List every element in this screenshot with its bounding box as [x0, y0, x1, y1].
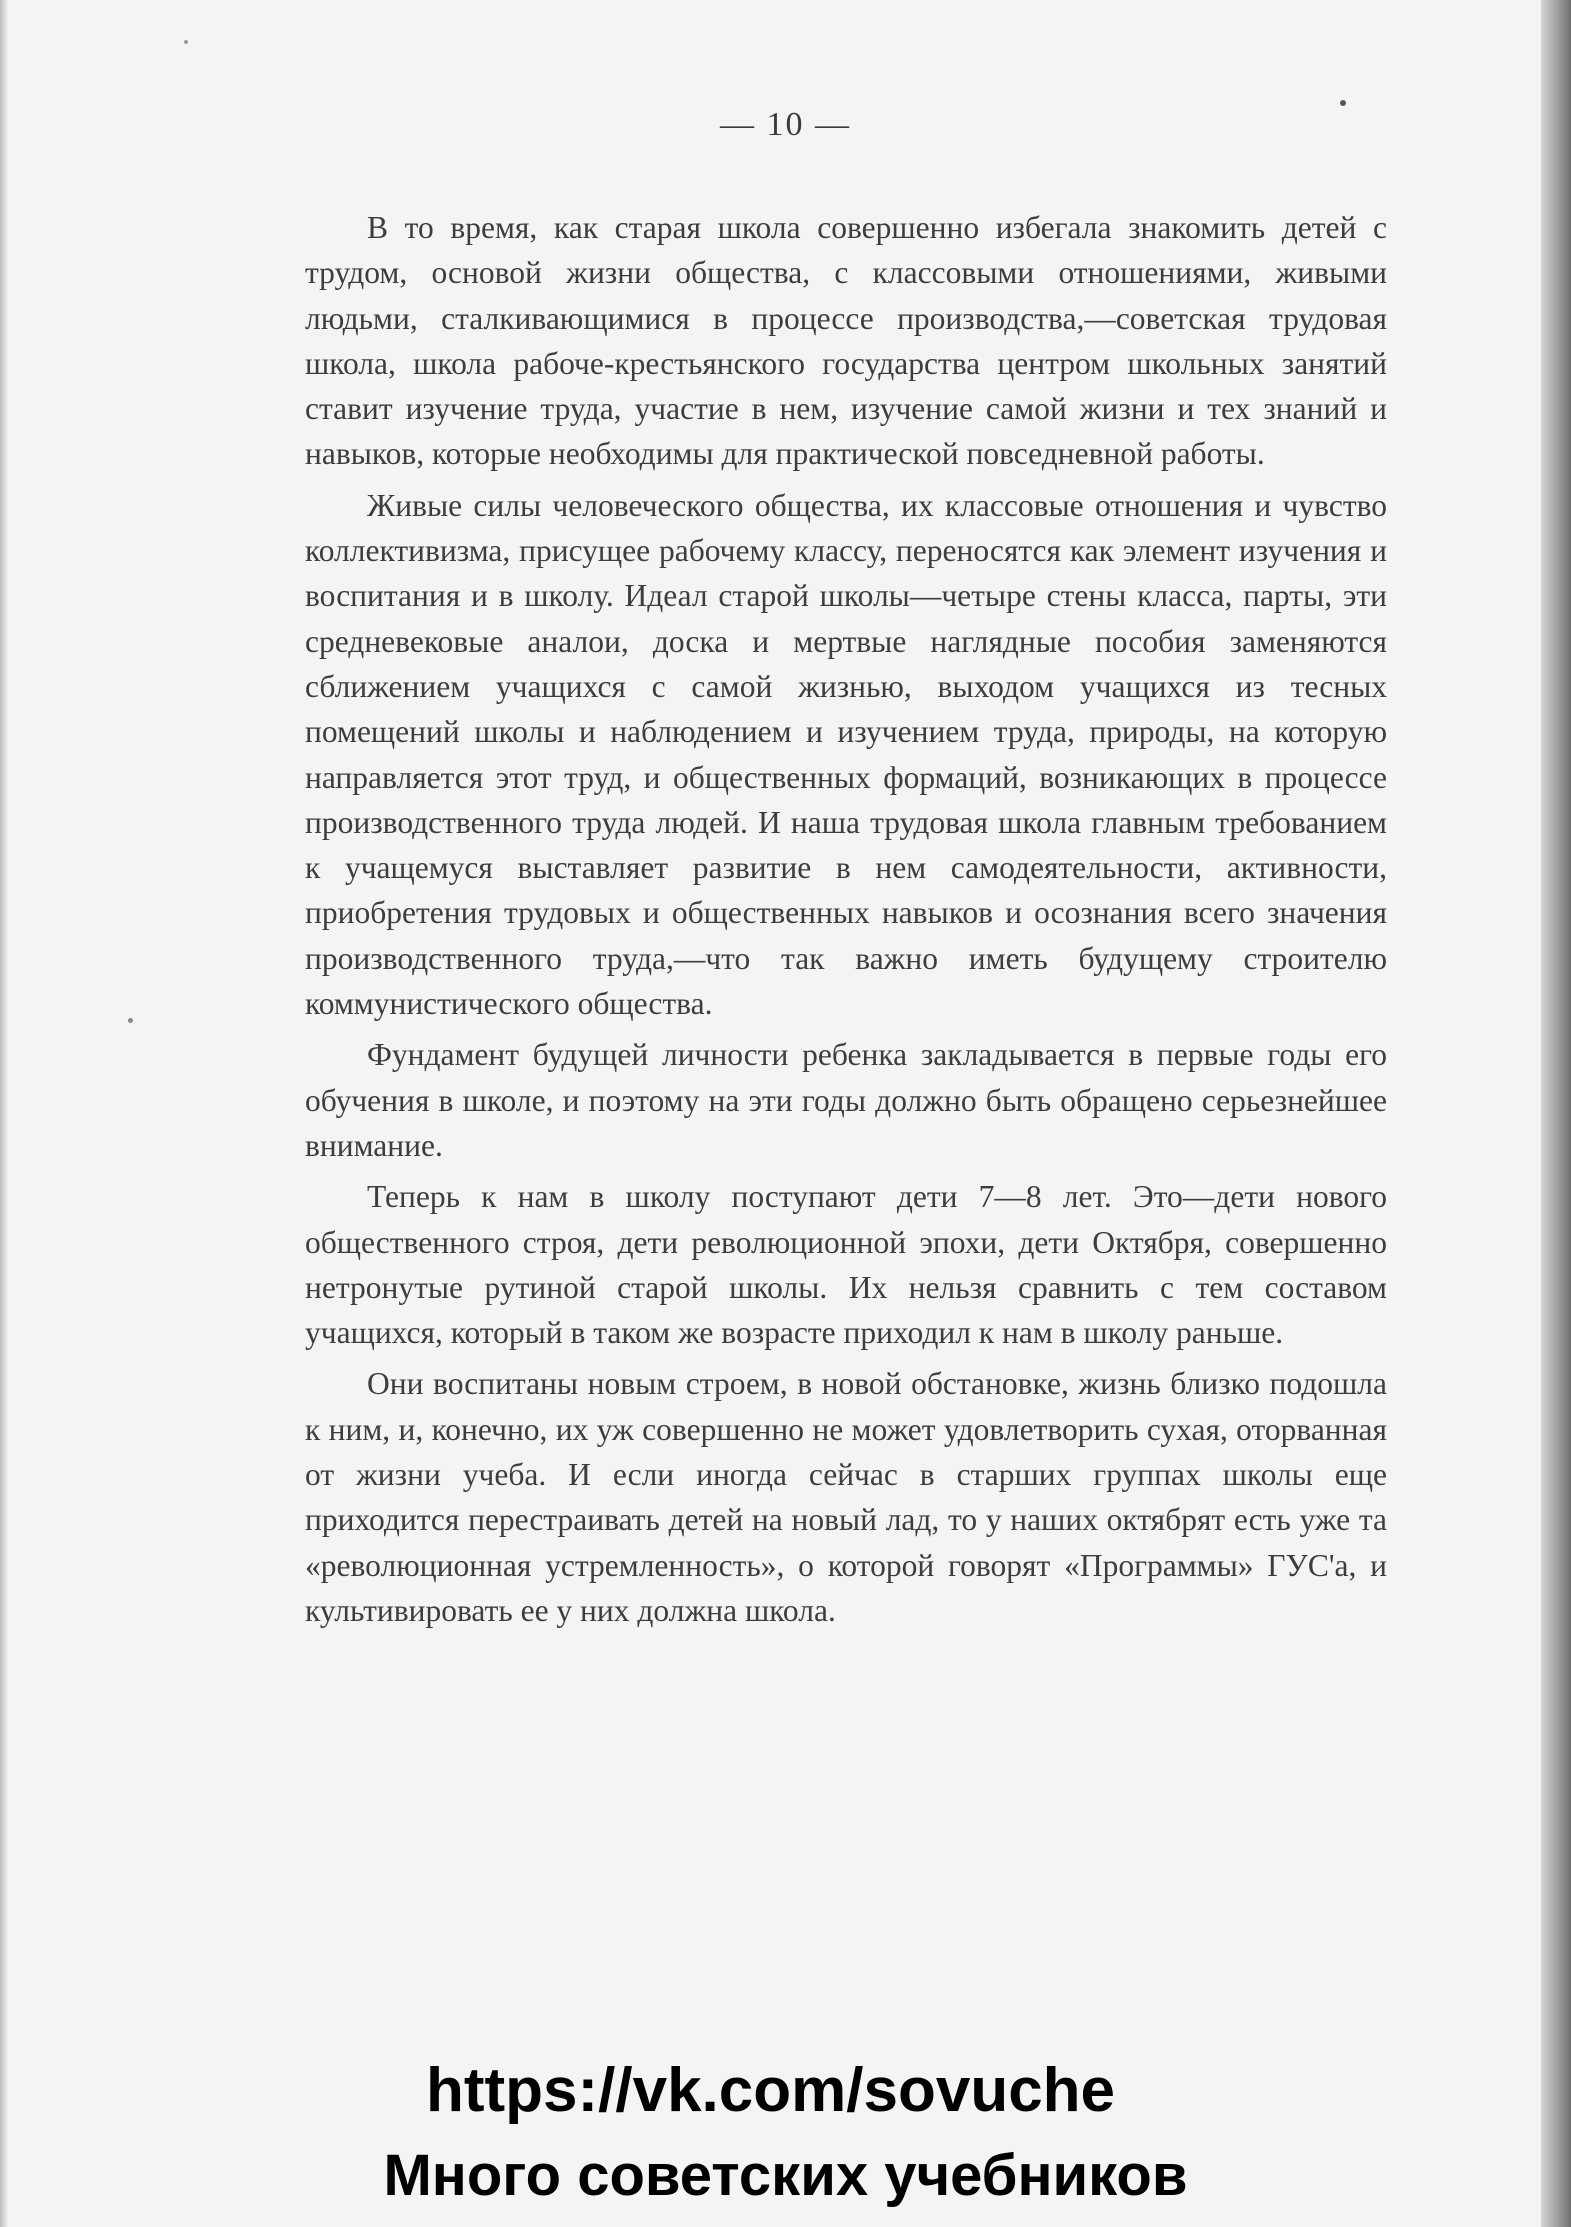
page-number: — 10 — [720, 106, 851, 143]
scan-speck [128, 1018, 133, 1023]
watermark-url: https://vk.com/sovuche [425, 2056, 1116, 2125]
body-text [305, 205, 1387, 1639]
paragraph: В то время, как старая школа совершенно избегала знакомить детей с трудом, основой жизни общества, с классовыми отношениями, живыми людьми, сталкивающимися в процессе производства,—советская трудовая школа, школа рабоче-крестьянского государства центром школьных занятий ставит изучение труда, участие в нем, изучение самой жизни и тех знаний и навыков, которые необходимы для практической повседневной работы. [305, 210, 1387, 472]
paragraph: Живые силы человеческого общества, их классовые отношения и чувство коллективизма, присущее рабочему классу, переносятся как элемент изучения и воспитания и в школу. Идеал старой школы—четыре стены класса, парты, эти средневековые аналои, доска и мертвые наглядные пособия заменяются сближением учащихся с самой жизнью, выходом учащихся из тесных помещений школы и наблюдением и изучением труда, природы, на которую направляется этот труд, и общественных формаций, возникающих в процессе производственного труда людей. И наша трудовая школа главным требованием к учащемуся выставляет развитие в нем самодеятельности, активности, приобретения трудовых и общественных навыков и осознания всего значения производственного труда,—что так важно иметь будущему строителю коммунистического общества. [305, 487, 1387, 1022]
paragraph: Теперь к нам в школу поступают дети 7—8 лет. Это—дети нового общественного строя, дети революционной эпохи, дети Октября, совершенно нетронутые рутиной старой школы. Их нельзя сравнить с тем составом учащихся, который в таком же возрасте приходил к нам в школу раньше. [305, 1179, 1387, 1351]
page-left-edge [0, 0, 8, 2227]
page-right-edge-shadow [1541, 0, 1571, 2227]
scan-speck [184, 40, 188, 44]
watermark-caption: Много советских учебников [383, 2143, 1188, 2208]
paragraph: Фундамент будущей личности ребенка закладывается в первые годы его обучения в школе, и поэтому на эти годы должно быть обращено серьезнейшее внимание. [305, 1037, 1387, 1163]
paragraph: Они воспитаны новым строем, в новой обстановке, жизнь близко подошла к ним, и, конечно, их уж совершенно не может удовлетворить сухая, оторванная от жизни учеба. И если иногда сейчас в старших группах школы еще приходится перестраивать детей на новый лад, то у наших октябрят есть уже та «революционная устремленность», о которой говорят «Программы» ГУС'а, и культивировать ее у них должна школа. [305, 1366, 1387, 1628]
